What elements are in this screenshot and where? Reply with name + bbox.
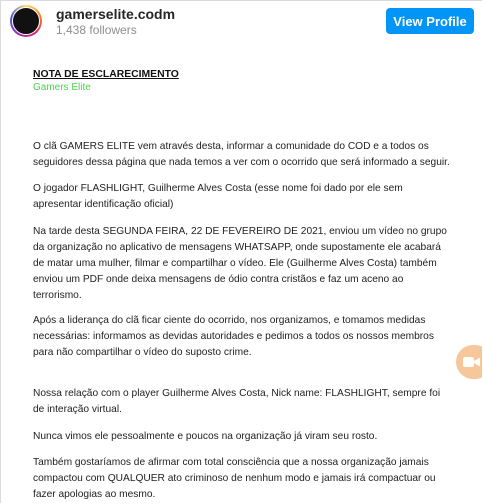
avatar[interactable] bbox=[10, 5, 42, 37]
document-line: Após a liderança do clã ficar ciente do ocorrido, nos organizamos, e tomamos medidas bbox=[33, 315, 426, 326]
document-line: necessárias: informamos as devidas autoridades e pedimos a todos os nossos membros bbox=[33, 331, 434, 342]
avatar-image bbox=[12, 7, 40, 35]
document-line: compactou com QUALQUER ato criminoso de nenhum modo e jamais irá compactuar ou bbox=[33, 473, 436, 484]
document-line: da organização no aplicativo de mensagens WHATSAPP, onde supostamente ele acabará bbox=[33, 242, 441, 253]
document-line: Nossa relação com o player Guilherme Alves Costa, Nick name: FLASHLIGHT, sempre foi bbox=[33, 388, 441, 399]
document-line: apresentar identificação oficial) bbox=[33, 199, 174, 210]
video-camera-icon bbox=[463, 355, 481, 369]
follower-count: 1,438 followers bbox=[56, 23, 137, 37]
document-title: NOTA DE ESCLARECIMENTO bbox=[33, 69, 179, 80]
document-line: Nunca vimos ele pessoalmente e poucos na organização já viram seu rosto. bbox=[33, 431, 378, 442]
document-line: seguidores dessa página que nada temos a ver com o ocorrido que será informado a seguir. bbox=[33, 157, 450, 168]
document-line: para não compartilhar o vídeo do suposto crime. bbox=[33, 347, 252, 358]
floating-video-button[interactable] bbox=[456, 345, 482, 379]
document-line: O jogador FLASHLIGHT, Guilherme Alves Costa (esse nome foi dado por ele sem bbox=[33, 183, 403, 194]
document-line: Na tarde desta SEGUNDA FEIRA, 22 DE FEVEREIRO DE 2021, enviou um vídeo no grupo bbox=[33, 226, 447, 237]
document-line: O clã GAMERS ELITE vem através desta, informar a comunidade do COD e a todos os bbox=[33, 141, 429, 152]
document-line: de interação virtual. bbox=[33, 404, 122, 415]
document-line: terrorismo. bbox=[33, 290, 82, 301]
document-line: enviou um PDF onde deixa mensagens de ódio contra cristãos e faz um aceno ao bbox=[33, 274, 404, 285]
document-line: Também gostaríamos de afirmar com total consciência que a nossa organização jamais bbox=[33, 457, 429, 468]
document-line: fazer apologias ao mesmo. bbox=[33, 489, 156, 500]
document-line: de matar uma mulher, filmar e compartilhar o vídeo. Ele (Guilherme Alves Costa) também bbox=[33, 258, 437, 269]
post-image-document bbox=[1, 45, 482, 503]
profile-header bbox=[1, 1, 482, 45]
view-profile-button[interactable]: View Profile bbox=[386, 8, 474, 34]
profile-username[interactable]: gamerselite.codm bbox=[56, 6, 176, 22]
document-subtitle: Gamers Elite bbox=[33, 82, 91, 93]
